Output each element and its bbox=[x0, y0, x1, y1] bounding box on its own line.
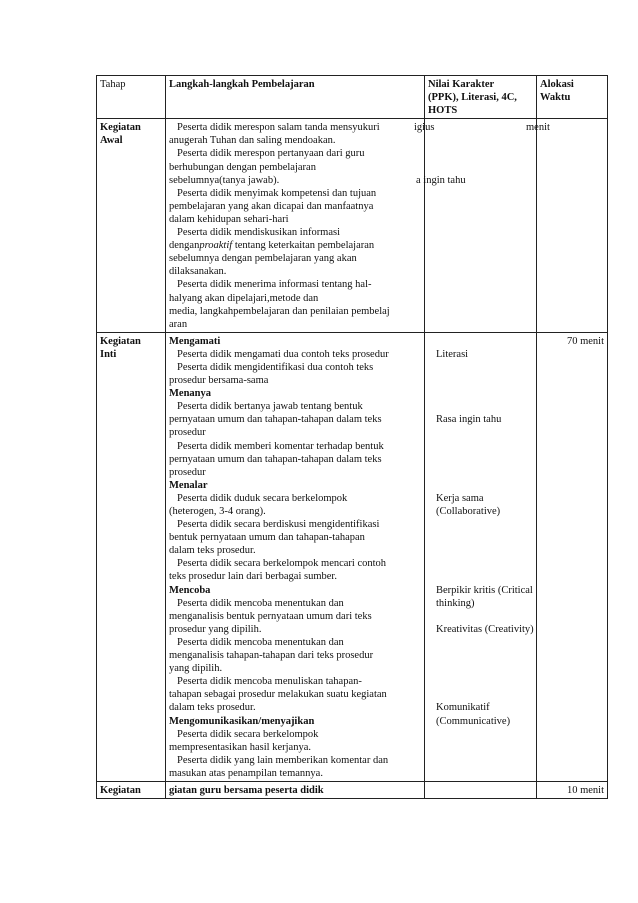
heading-menalar: Menalar bbox=[169, 479, 208, 491]
header-tahap: Tahap bbox=[97, 76, 166, 119]
langkah-awal: Peserta didik merespon salam tanda mensyukuri anugerah Tuhan dan saling mendoakan. Peserta didik merespon pertanyaan dari guru berhubungan dengan pembelajaran sebelumnya(tanya jawab). Peserta didik menyimak kompetensi dan tujuan pembelajaran yang akan dicapai dan manfaatnya dalam kehidupan sehari-hari Peserta didik mendiskusikan informasi denganproaktif tentang keterkaitan pembelajaran sebelumnya dengan pembelajaran yang akan dilaksanakan. Peserta didik menerima informasi tentang hal- halyang akan dipelajari,metode dan media, langkahpembelajaran dan penilaian pembelaj aran bbox=[166, 119, 425, 333]
header-nilai: Nilai Karakter (PPK), Literasi, 4C, HOTS bbox=[425, 76, 537, 119]
langkah-inti: Mengamati Peserta didik mengamati dua contoh teks prosedur Peserta didik mengidentifikasi dua contoh teks prosedur bersama-sama Menanya Peserta didik bertanya jawab tentang bentuk pernyataan umum dan tahapan-tahapan dalam teks prosedur Peserta didik memberi komentar terhadap bentuk pernyataan umum dan tahapan-tahapan dalam teks prosedur Menalar Peserta didik duduk secara berkelompok (heterogen, 3-4 orang). Peserta didik secara berdiskusi mengidentifikasi bentuk pernyataan umum dan tahapan-tahapan dalam teks prosedur. Peserta didik secara berkelompok mencari contoh teks prosedur lain dari berbagai sumber. Mencoba Peserta didik mencoba menentukan dan menganalisis bentuk pernyataan umum dari teks prosedur yang dipilih. Peserta didik mencoba menentukan dan menganalisis tahapan-tahapan dari teks prosedur yang dipilih. Peserta didik mencoba menuliskan tahapan- tahapan sebagai prosedur melakukan suatu kegiatan dalam teks prosedur. Mengomunikasikan/menyajikan Peserta didik secara berkelompok mempresentasikan hasil kerjanya. Peserta didik yang lain memberikan komentar dan masukan atas penampilan temannya. bbox=[166, 332, 425, 781]
waktu-awal: menit bbox=[537, 119, 608, 333]
tahap-penutup: Kegiatan bbox=[97, 781, 166, 798]
langkah-penutup: giatan guru bersama peserta didik bbox=[166, 781, 425, 798]
heading-mengomunikasikan: Mengomunikasikan/menyajikan bbox=[169, 715, 315, 727]
table-row-awal bbox=[97, 119, 608, 333]
waktu-penutup: 10 menit bbox=[537, 781, 608, 798]
table-header-row bbox=[97, 76, 608, 119]
heading-menanya: Menanya bbox=[169, 388, 211, 400]
tahap-awal: Kegiatan Awal bbox=[97, 119, 166, 333]
lesson-plan-table bbox=[96, 75, 608, 799]
table-row-penutup bbox=[97, 781, 608, 798]
heading-mencoba: Mencoba bbox=[169, 584, 211, 596]
heading-mengamati: Mengamati bbox=[169, 335, 221, 347]
tahap-inti: Kegiatan Inti bbox=[97, 332, 166, 781]
waktu-inti: 70 menit bbox=[537, 332, 608, 781]
header-waktu: Alokasi Waktu bbox=[537, 76, 608, 119]
proaktif-line: denganproaktif tentang keterkaitan pembelajaran bbox=[169, 240, 375, 252]
header-langkah: Langkah-langkah Pembelajaran bbox=[166, 76, 425, 119]
nilai-inti: Literasi Rasa ingin tahu Kerja sama (Collaborative) Berpikir kritis (Critical thinking) Kreativitas (Creativity) Komunikatif (Communicative) bbox=[425, 332, 537, 781]
nilai-penutup bbox=[425, 781, 537, 798]
nilai-awal: igius a ingin tahu bbox=[425, 119, 537, 333]
table-row-inti bbox=[97, 332, 608, 781]
